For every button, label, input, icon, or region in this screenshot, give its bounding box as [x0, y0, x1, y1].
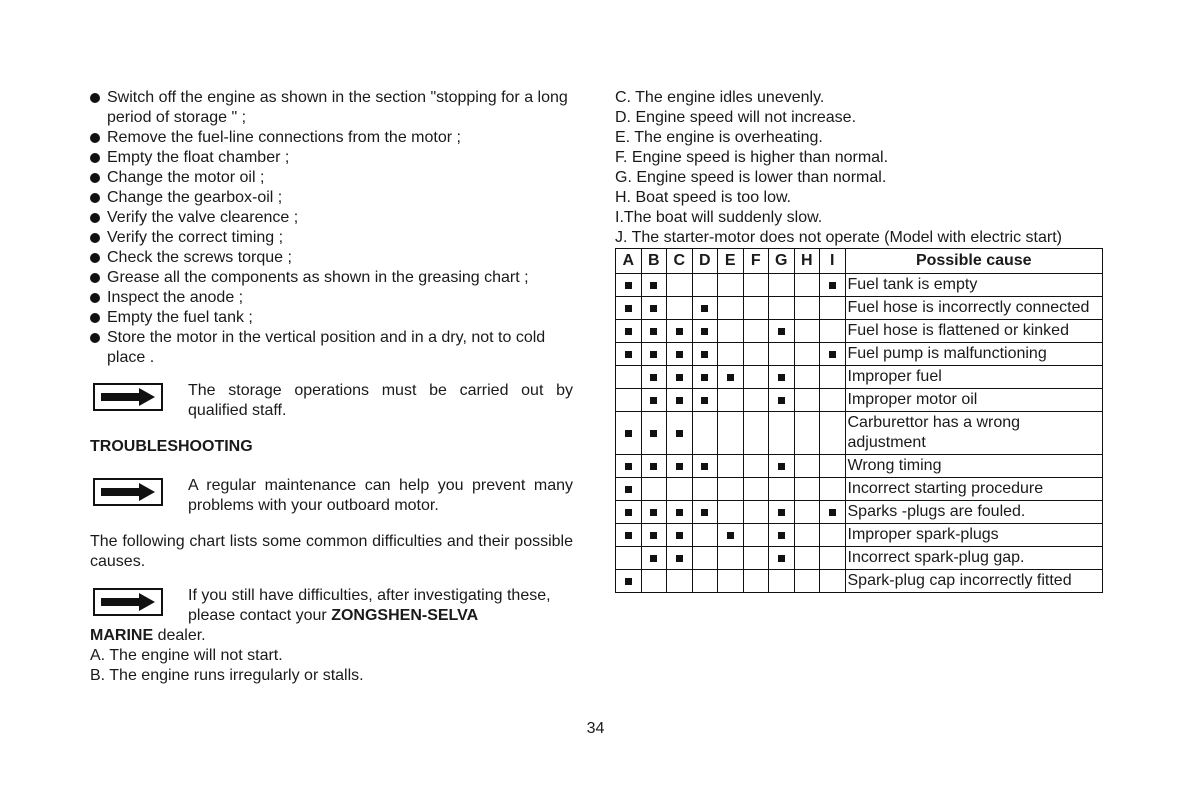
symptom-item: D. Engine speed will not increase.	[615, 109, 857, 126]
check-mark-icon	[701, 351, 708, 358]
symptom-cell	[692, 297, 718, 320]
chart-intro-paragraph: The following chart lists some common difficulties and their possible causes.	[90, 533, 573, 570]
checklist-item-text: Change the motor oil ;	[107, 169, 265, 186]
check-mark-icon	[625, 305, 632, 312]
symptom-cell	[641, 501, 667, 524]
symptom-cell	[667, 366, 693, 389]
symptom-cell	[820, 320, 846, 343]
symptom-cell	[769, 570, 795, 593]
check-mark-icon	[650, 532, 657, 539]
check-mark-icon	[625, 282, 632, 289]
table-row	[616, 547, 1103, 570]
symptom-item: I.The boat will suddenly slow.	[615, 209, 823, 226]
symptom-cell	[718, 366, 744, 389]
table-row	[616, 501, 1103, 524]
check-mark-icon	[676, 397, 683, 404]
symptom-cell	[794, 570, 820, 593]
symptom-list	[615, 88, 1099, 228]
check-mark-icon	[676, 351, 683, 358]
symptom-cell	[692, 343, 718, 366]
symptom-cell	[769, 297, 795, 320]
symptom-cell	[794, 389, 820, 412]
checklist-item	[90, 208, 573, 228]
checklist-item-text: Check the screws torque ;	[107, 249, 292, 266]
symptom-cell	[718, 501, 744, 524]
checklist-item-text: Remove the fuel-line connections from the motor ;	[107, 129, 461, 146]
symptom-cell	[769, 366, 795, 389]
symptom-cell	[641, 412, 667, 455]
symptom-cell	[616, 478, 642, 501]
check-mark-icon	[676, 430, 683, 437]
check-mark-icon	[701, 463, 708, 470]
symptom-item: F. Engine speed is higher than normal.	[615, 149, 889, 166]
check-mark-icon	[650, 430, 657, 437]
table-row	[616, 389, 1103, 412]
check-mark-icon	[701, 509, 708, 516]
symptom-cell	[718, 274, 744, 297]
symptom-cell	[743, 478, 769, 501]
possible-cause-cell: Fuel hose is flattened or kinked	[845, 320, 1103, 343]
cause-column-header: Possible cause	[845, 249, 1103, 274]
table-row	[616, 366, 1103, 389]
storage-checklist	[90, 88, 573, 368]
check-mark-icon	[650, 397, 657, 404]
symptom-cell	[820, 366, 846, 389]
symptom-cell	[692, 570, 718, 593]
symptom-cell	[718, 524, 744, 547]
symptom-cell	[769, 501, 795, 524]
bullet-icon	[90, 213, 100, 223]
symptom-cell	[743, 274, 769, 297]
checklist-item	[90, 228, 573, 248]
symptom-cell	[718, 455, 744, 478]
symptom-cell	[692, 547, 718, 570]
table-header-row	[616, 249, 1103, 274]
symptom-cell	[641, 274, 667, 297]
troubleshooting-heading: TROUBLESHOOTING	[90, 438, 253, 455]
symptom-cell	[820, 524, 846, 547]
column-header: D	[692, 249, 718, 274]
symptom-cell	[692, 274, 718, 297]
symptom-cell	[692, 320, 718, 343]
symptom-cell	[616, 274, 642, 297]
checklist-item	[90, 328, 573, 368]
dealer-note-continued	[90, 626, 573, 646]
checklist-item-text: Empty the float chamber ;	[107, 149, 290, 166]
column-header: B	[641, 249, 667, 274]
symptom-cell	[743, 524, 769, 547]
bullet-icon	[90, 293, 100, 303]
page-number: 34	[586, 720, 605, 737]
check-mark-icon	[676, 374, 683, 381]
table-row	[616, 274, 1103, 297]
symptom-cell	[641, 547, 667, 570]
symptom-cell	[718, 570, 744, 593]
symptom-cell	[794, 343, 820, 366]
possible-cause-cell: Fuel hose is incorrectly connected	[845, 297, 1103, 320]
symptom-cell	[794, 501, 820, 524]
symptom-cell	[769, 412, 795, 455]
symptom-cell	[820, 501, 846, 524]
symptom-cell	[641, 297, 667, 320]
check-mark-icon	[829, 282, 836, 289]
column-header: C	[667, 249, 693, 274]
bullet-icon	[90, 313, 100, 323]
bullet-icon	[90, 333, 100, 343]
symptom-cell	[743, 455, 769, 478]
possible-cause-cell: Sparks -plugs are fouled.	[845, 501, 1103, 524]
check-mark-icon	[625, 532, 632, 539]
symptom-cell	[616, 524, 642, 547]
symptom-cell	[743, 297, 769, 320]
dealer-brand-marine: MARINE	[90, 627, 154, 644]
bullet-icon	[90, 273, 100, 283]
storage-note	[90, 381, 573, 421]
symptom-cell	[743, 366, 769, 389]
column-header: A	[616, 249, 642, 274]
check-mark-icon	[650, 351, 657, 358]
symptom-cell	[820, 297, 846, 320]
troubleshooting-table	[615, 248, 1103, 593]
symptom-cell	[641, 366, 667, 389]
check-mark-icon	[650, 305, 657, 312]
check-mark-icon	[676, 555, 683, 562]
storage-note-text: The storage operations must be carried out by qualified staff.	[188, 382, 573, 419]
symptom-cell	[667, 501, 693, 524]
symptom-cell	[769, 524, 795, 547]
symptom-cell	[667, 274, 693, 297]
check-mark-icon	[650, 509, 657, 516]
checklist-item-text: Grease all the components as shown in the greasing chart ;	[107, 269, 529, 286]
symptom-cell	[769, 389, 795, 412]
symptom-cell	[667, 524, 693, 547]
column-header: I	[820, 249, 846, 274]
check-mark-icon	[650, 282, 657, 289]
checklist-item-text: Switch off the engine as shown in the section "stopping for a long period of storage " ;	[107, 89, 568, 126]
checklist-item-text: Inspect the anode ;	[107, 289, 244, 306]
check-mark-icon	[625, 578, 632, 585]
symptom-item: H. Boat speed is too low.	[615, 189, 792, 206]
arrow-right-icon	[93, 478, 163, 506]
symptom-cell	[667, 455, 693, 478]
symptom-cell	[692, 389, 718, 412]
table-row	[616, 524, 1103, 547]
symptom-cell	[794, 366, 820, 389]
table-row	[616, 297, 1103, 320]
check-mark-icon	[701, 305, 708, 312]
left-column	[90, 88, 573, 686]
check-mark-icon	[778, 555, 785, 562]
possible-cause-cell: Improper motor oil	[845, 389, 1103, 412]
symptom-cell	[794, 274, 820, 297]
check-mark-icon	[676, 463, 683, 470]
symptom-cell	[641, 524, 667, 547]
table-row	[616, 320, 1103, 343]
symptom-cell	[743, 570, 769, 593]
check-mark-icon	[625, 328, 632, 335]
maintenance-note	[90, 476, 573, 516]
checklist-item-text: Store the motor in the vertical position and in a dry, not to cold place .	[107, 329, 546, 366]
symptom-cell	[667, 547, 693, 570]
symptom-cell	[794, 478, 820, 501]
possible-cause-cell: Incorrect spark-plug gap.	[845, 547, 1103, 570]
symptom-item: E. The engine is overheating.	[615, 129, 823, 146]
bullet-icon	[90, 193, 100, 203]
check-mark-icon	[701, 374, 708, 381]
checklist-item	[90, 168, 573, 188]
table-row	[616, 343, 1103, 366]
checklist-item	[90, 308, 573, 328]
symptom-cell	[769, 478, 795, 501]
check-mark-icon	[778, 509, 785, 516]
check-mark-icon	[778, 328, 785, 335]
check-mark-icon	[778, 397, 785, 404]
check-mark-icon	[701, 328, 708, 335]
symptom-cell	[616, 455, 642, 478]
possible-cause-cell: Fuel pump is malfunctioning	[845, 343, 1103, 366]
check-mark-icon	[676, 328, 683, 335]
symptom-cell	[718, 478, 744, 501]
bullet-icon	[90, 153, 100, 163]
check-mark-icon	[650, 555, 657, 562]
checklist-item	[90, 288, 573, 308]
table-row	[616, 455, 1103, 478]
check-mark-icon	[625, 463, 632, 470]
symptom-cell	[616, 389, 642, 412]
possible-cause-cell: Spark-plug cap incorrectly fitted	[845, 570, 1103, 593]
check-mark-icon	[778, 374, 785, 381]
check-mark-icon	[625, 486, 632, 493]
check-mark-icon	[829, 509, 836, 516]
symptom-cell	[769, 343, 795, 366]
symptom-cell	[743, 412, 769, 455]
symptom-cell	[641, 343, 667, 366]
symptom-cell	[718, 412, 744, 455]
symptom-a: A. The engine will not start.	[90, 647, 283, 664]
symptom-item: C. The engine idles unevenly.	[615, 89, 825, 106]
dealer-note	[90, 586, 573, 626]
dealer-note-end: dealer.	[157, 627, 206, 644]
check-mark-icon	[650, 374, 657, 381]
symptom-cell	[616, 320, 642, 343]
symptom-cell	[820, 570, 846, 593]
bullet-icon	[90, 233, 100, 243]
symptom-cell	[692, 366, 718, 389]
symptom-b: B. The engine runs irregularly or stalls.	[90, 667, 364, 684]
dealer-brand: ZONGSHEN-SELVA	[331, 607, 479, 624]
check-mark-icon	[727, 532, 734, 539]
check-mark-icon	[676, 509, 683, 516]
symptom-cell	[667, 320, 693, 343]
column-header: H	[794, 249, 820, 274]
check-mark-icon	[778, 463, 785, 470]
symptom-cell	[616, 297, 642, 320]
column-header: F	[743, 249, 769, 274]
symptom-cell	[667, 389, 693, 412]
symptom-cell	[820, 455, 846, 478]
symptom-cell	[743, 389, 769, 412]
symptom-cell	[641, 570, 667, 593]
check-mark-icon	[676, 532, 683, 539]
symptom-cell	[820, 274, 846, 297]
possible-cause-cell: Improper fuel	[845, 366, 1103, 389]
possible-cause-cell: Wrong timing	[845, 455, 1103, 478]
check-mark-icon	[829, 351, 836, 358]
symptom-cell	[692, 478, 718, 501]
table-row	[616, 478, 1103, 501]
possible-cause-cell: Carburettor has a wrong adjustment	[845, 412, 1103, 455]
check-mark-icon	[701, 397, 708, 404]
check-mark-icon	[625, 351, 632, 358]
bullet-icon	[90, 93, 100, 103]
dealer-note-text: If you still have difficulties, after investigating these, please contact your	[188, 587, 551, 624]
symptom-cell	[718, 343, 744, 366]
table-body	[616, 274, 1103, 593]
check-mark-icon	[727, 374, 734, 381]
symptom-cell	[820, 389, 846, 412]
symptom-cell	[616, 343, 642, 366]
symptom-cell	[667, 343, 693, 366]
checklist-item	[90, 188, 573, 208]
symptom-cell	[718, 297, 744, 320]
symptom-cell	[769, 274, 795, 297]
checklist-item	[90, 248, 573, 268]
symptom-cell	[616, 501, 642, 524]
symptom-cell	[616, 547, 642, 570]
symptom-cell	[641, 478, 667, 501]
symptom-cell	[794, 547, 820, 570]
table-row	[616, 412, 1103, 455]
symptom-cell	[743, 547, 769, 570]
checklist-item-text: Verify the correct timing ;	[107, 229, 284, 246]
bullet-icon	[90, 253, 100, 263]
symptom-cell	[692, 455, 718, 478]
symptom-cell	[794, 412, 820, 455]
symptom-item: G. Engine speed is lower than normal.	[615, 169, 887, 186]
symptom-cell	[667, 297, 693, 320]
check-mark-icon	[778, 532, 785, 539]
check-mark-icon	[625, 430, 632, 437]
symptom-cell	[820, 478, 846, 501]
symptom-cell	[641, 320, 667, 343]
possible-cause-cell: Incorrect starting procedure	[845, 478, 1103, 501]
check-mark-icon	[650, 328, 657, 335]
symptom-cell	[743, 343, 769, 366]
symptom-j: J. The starter-motor does not operate (Model with electric start)	[615, 229, 1062, 246]
symptom-cell	[641, 389, 667, 412]
checklist-item-text: Empty the fuel tank ;	[107, 309, 253, 326]
symptom-cell	[794, 320, 820, 343]
symptom-cell	[718, 547, 744, 570]
symptom-cell	[794, 455, 820, 478]
column-header: G	[769, 249, 795, 274]
checklist-item-text: Verify the valve clearence ;	[107, 209, 299, 226]
checklist-item	[90, 128, 573, 148]
checklist-item	[90, 88, 573, 128]
symptom-cell	[718, 389, 744, 412]
check-mark-icon	[625, 509, 632, 516]
symptom-cell	[641, 455, 667, 478]
symptom-cell	[743, 501, 769, 524]
symptom-cell	[769, 547, 795, 570]
checklist-item	[90, 268, 573, 288]
check-mark-icon	[650, 463, 657, 470]
symptom-cell	[616, 412, 642, 455]
column-header: E	[718, 249, 744, 274]
symptom-cell	[667, 478, 693, 501]
table-row	[616, 570, 1103, 593]
symptom-cell	[692, 412, 718, 455]
maintenance-note-text: A regular maintenance can help you prevent many problems with your outboard motor.	[188, 477, 573, 514]
symptom-cell	[616, 570, 642, 593]
possible-cause-cell: Improper spark-plugs	[845, 524, 1103, 547]
symptom-cell	[616, 366, 642, 389]
symptom-cell	[820, 412, 846, 455]
symptom-cell	[769, 320, 795, 343]
symptom-cell	[820, 547, 846, 570]
possible-cause-cell: Fuel tank is empty	[845, 274, 1103, 297]
bullet-icon	[90, 173, 100, 183]
symptom-cell	[820, 343, 846, 366]
symptom-cell	[794, 524, 820, 547]
checklist-item-text: Change the gearbox-oil ;	[107, 189, 283, 206]
right-column	[615, 88, 1099, 593]
symptom-cell	[692, 524, 718, 547]
symptom-cell	[692, 501, 718, 524]
bullet-icon	[90, 133, 100, 143]
symptom-cell	[667, 412, 693, 455]
arrow-right-icon	[93, 383, 163, 411]
symptom-cell	[667, 570, 693, 593]
symptom-cell	[769, 455, 795, 478]
checklist-item	[90, 148, 573, 168]
symptom-cell	[794, 297, 820, 320]
arrow-right-icon	[93, 588, 163, 616]
symptom-cell	[743, 320, 769, 343]
symptom-cell	[718, 320, 744, 343]
